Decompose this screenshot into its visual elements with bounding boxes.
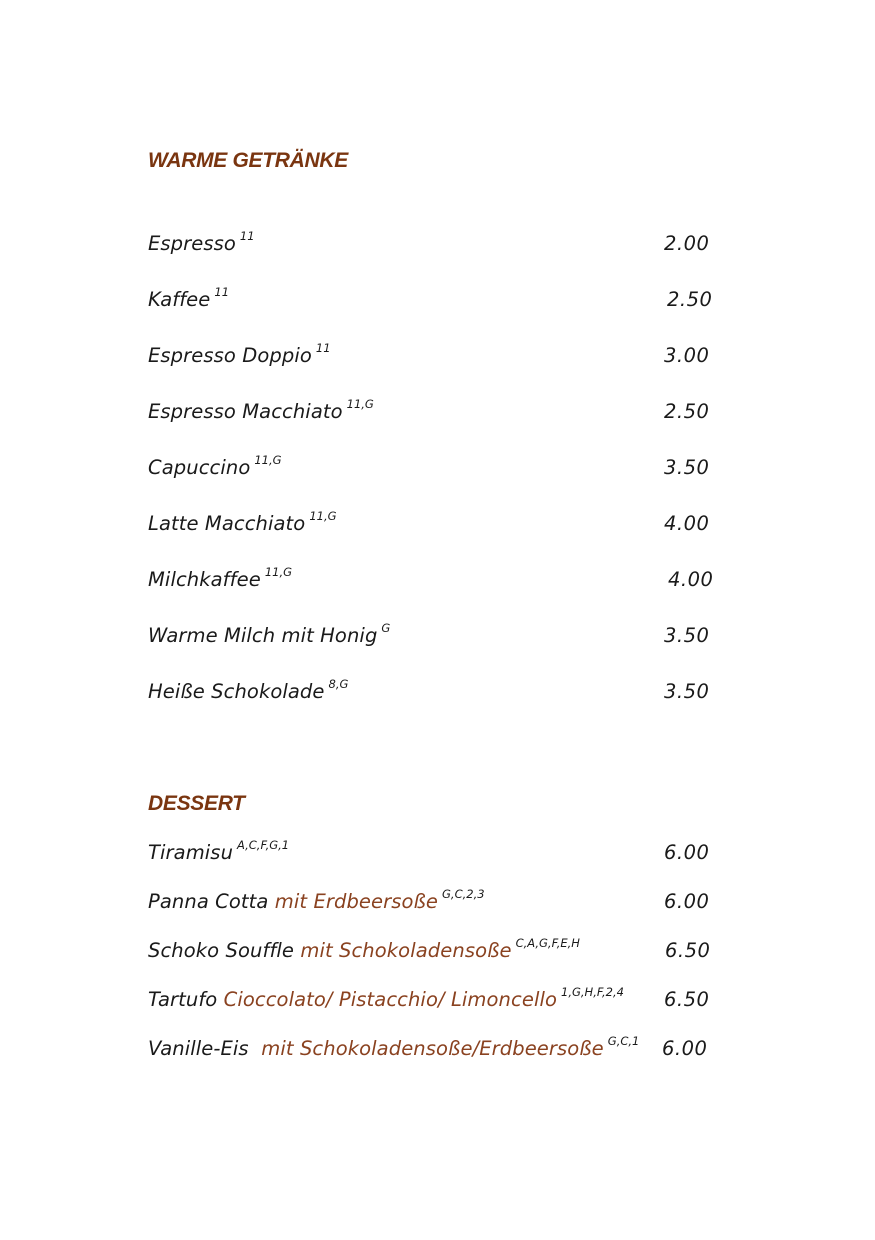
item-allergens: 11 bbox=[239, 229, 255, 243]
menu-item bbox=[148, 838, 728, 868]
item-name-line bbox=[148, 838, 289, 870]
item-price: 6.50 bbox=[665, 939, 711, 962]
menu-item bbox=[148, 985, 728, 1015]
item-allergens: 11,G bbox=[309, 509, 337, 523]
item-name-line bbox=[148, 936, 580, 968]
item-name: Espresso bbox=[148, 232, 236, 255]
section-title-dessert: DESSERT bbox=[148, 792, 245, 815]
item-allergens: G bbox=[381, 621, 391, 635]
menu-item bbox=[148, 509, 728, 539]
item-price: 3.50 bbox=[664, 456, 710, 479]
item-price: 4.00 bbox=[668, 568, 714, 591]
item-description: mit Schokoladensoße bbox=[300, 939, 512, 962]
menu-item bbox=[148, 229, 728, 259]
item-price: 6.00 bbox=[664, 890, 710, 913]
item-name-line bbox=[148, 229, 255, 261]
item-name: Kaffee bbox=[148, 288, 211, 311]
menu-item bbox=[148, 341, 728, 371]
item-price: 6.50 bbox=[664, 988, 710, 1011]
item-allergens: 11 bbox=[214, 285, 230, 299]
item-name-line bbox=[148, 621, 390, 653]
menu-item bbox=[148, 1034, 728, 1064]
item-name: Schoko Souffle bbox=[148, 939, 295, 962]
item-name-line bbox=[148, 285, 229, 317]
menu-item bbox=[148, 677, 728, 707]
item-price: 6.00 bbox=[662, 1037, 708, 1060]
item-price: 6.00 bbox=[664, 841, 710, 864]
item-description: mit Schokoladensoße/Erdbeersoße bbox=[261, 1037, 604, 1060]
item-name: Vanille-Eis bbox=[148, 1037, 249, 1060]
item-allergens: 11,G bbox=[254, 453, 282, 467]
menu-item bbox=[148, 621, 728, 651]
item-allergens: 1,G,H,F,2,4 bbox=[561, 985, 624, 999]
item-name-line bbox=[148, 1034, 639, 1066]
item-price: 2.00 bbox=[664, 232, 710, 255]
item-name: Capuccino bbox=[148, 456, 251, 479]
item-price: 3.50 bbox=[664, 624, 710, 647]
menu-item bbox=[148, 453, 728, 483]
item-name: Warme Milch mit Honig bbox=[148, 624, 378, 647]
item-name-line bbox=[148, 453, 282, 485]
item-allergens: 11,G bbox=[264, 565, 293, 579]
menu-item bbox=[148, 887, 728, 917]
item-name: Espresso Doppio bbox=[148, 344, 312, 367]
menu-item bbox=[148, 285, 728, 315]
item-name-line bbox=[148, 397, 374, 429]
item-allergens: C,A,G,F,E,H bbox=[515, 936, 580, 950]
item-name-line bbox=[148, 341, 331, 373]
menu-item bbox=[148, 936, 728, 966]
item-name-line bbox=[148, 985, 624, 1017]
item-name: Milchkaffee bbox=[148, 568, 261, 591]
item-price: 2.50 bbox=[667, 288, 713, 311]
section-title-hot-drinks: WARME GETRÄNKE bbox=[148, 149, 348, 172]
item-name: Espresso Macchiato bbox=[148, 400, 343, 423]
item-price: 2.50 bbox=[664, 400, 710, 423]
item-name-line bbox=[148, 565, 292, 597]
item-name: Heiße Schokolade bbox=[148, 680, 325, 703]
item-price: 4.00 bbox=[664, 512, 710, 535]
item-allergens: 11,G bbox=[346, 397, 374, 411]
item-description: Cioccolato/ Pistacchio/ Limoncello bbox=[223, 988, 558, 1011]
item-price: 3.50 bbox=[664, 680, 710, 703]
item-name-line bbox=[148, 677, 348, 709]
item-name: Tiramisu bbox=[148, 841, 234, 864]
item-allergens: 8,G bbox=[328, 677, 349, 691]
item-name-line bbox=[148, 509, 337, 541]
menu-item bbox=[148, 397, 728, 427]
item-name: Tartufo bbox=[148, 988, 218, 1011]
item-description: mit Erdbeersoße bbox=[274, 890, 439, 913]
item-name: Panna Cotta bbox=[148, 890, 269, 913]
item-allergens: 11 bbox=[315, 341, 331, 355]
item-allergens: G,C,2,3 bbox=[442, 887, 485, 901]
item-allergens: G,C,1 bbox=[607, 1034, 640, 1048]
item-name: Latte Macchiato bbox=[148, 512, 306, 535]
item-name-line bbox=[148, 887, 485, 919]
item-price: 3.00 bbox=[664, 344, 710, 367]
item-allergens: A,C,F,G,1 bbox=[237, 838, 290, 852]
menu-item bbox=[148, 565, 728, 595]
